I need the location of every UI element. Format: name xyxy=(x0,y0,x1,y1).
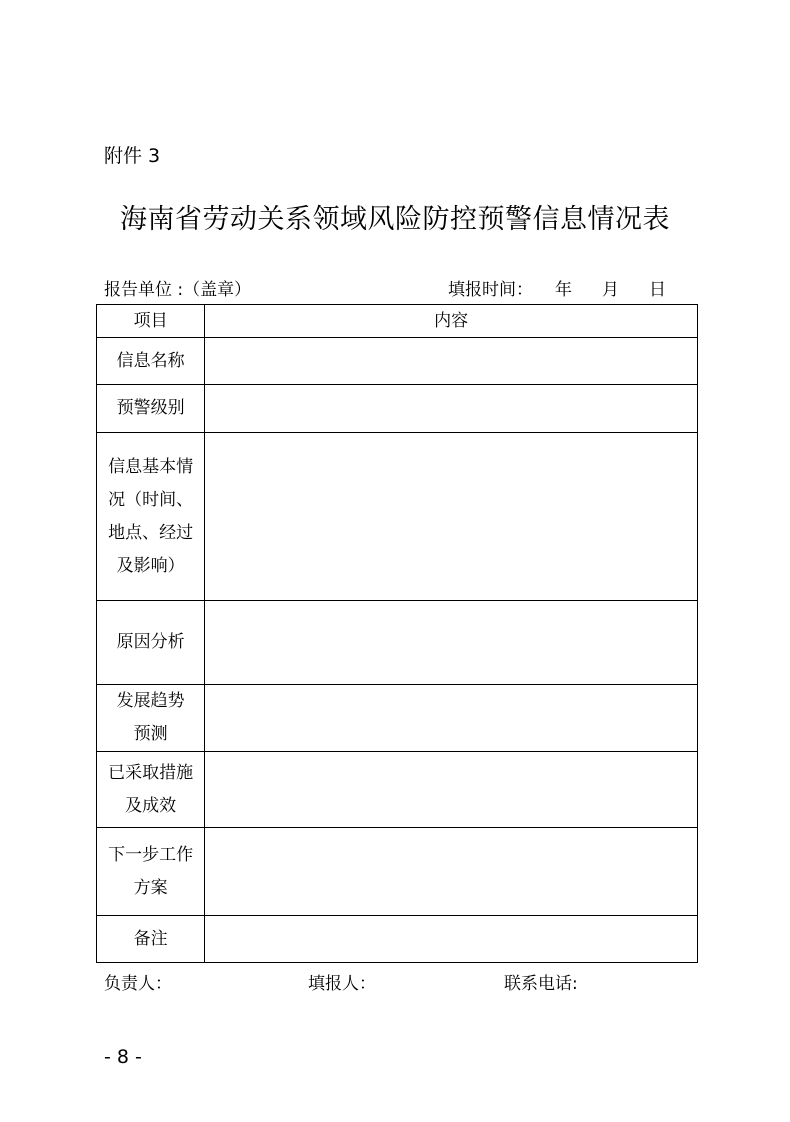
fill-time-day: 日 xyxy=(649,280,666,300)
table-row xyxy=(97,916,698,963)
header-content: 内容 xyxy=(205,305,698,338)
row-label-basic-info: 信息基本情 况（时间、 地点、经过 及影响） xyxy=(97,433,205,601)
row-label-next-steps: 下一步工作 方案 xyxy=(97,828,205,916)
footer-responsible-person: 负责人： xyxy=(104,974,172,994)
footer-filled-by: 填报人： xyxy=(308,974,376,994)
attachment-label: 附件 3 xyxy=(104,145,161,167)
row-content-remarks[interactable] xyxy=(205,916,698,963)
header-item: 项目 xyxy=(97,305,205,338)
table-row xyxy=(97,385,698,433)
row-content-trend-forecast[interactable] xyxy=(205,685,698,752)
row-label-measures-taken: 已采取措施 及成效 xyxy=(97,752,205,828)
row-content-warning-level[interactable] xyxy=(205,385,698,433)
table-row xyxy=(97,338,698,385)
row-label-cause-analysis: 原因分析 xyxy=(97,601,205,685)
table-row xyxy=(97,685,698,752)
document-title: 海南省劳动关系领域风险防控预警信息情况表 xyxy=(120,204,670,235)
row-label-info-name: 信息名称 xyxy=(97,338,205,385)
table-header-row xyxy=(97,305,698,338)
row-content-measures-taken[interactable] xyxy=(205,752,698,828)
report-unit-label: 报告单位 :（盖章） xyxy=(104,280,252,300)
table-row xyxy=(97,601,698,685)
row-content-basic-info[interactable] xyxy=(205,433,698,601)
info-table xyxy=(96,304,698,963)
row-label-warning-level: 预警级别 xyxy=(97,385,205,433)
fill-time-year: 年 xyxy=(555,280,572,300)
fill-time-month: 月 xyxy=(602,280,619,300)
table-row xyxy=(97,752,698,828)
row-content-cause-analysis[interactable] xyxy=(205,601,698,685)
fill-time-line xyxy=(448,278,666,302)
footer-contact-phone: 联系电话: xyxy=(504,974,578,994)
row-content-next-steps[interactable] xyxy=(205,828,698,916)
table-row xyxy=(97,828,698,916)
fill-time-label: 填报时间： xyxy=(448,280,533,300)
page-number: - 8 - xyxy=(104,1046,142,1068)
row-label-trend-forecast: 发展趋势 预测 xyxy=(97,685,205,752)
table-row xyxy=(97,433,698,601)
row-content-info-name[interactable] xyxy=(205,338,698,385)
row-label-remarks: 备注 xyxy=(97,916,205,963)
